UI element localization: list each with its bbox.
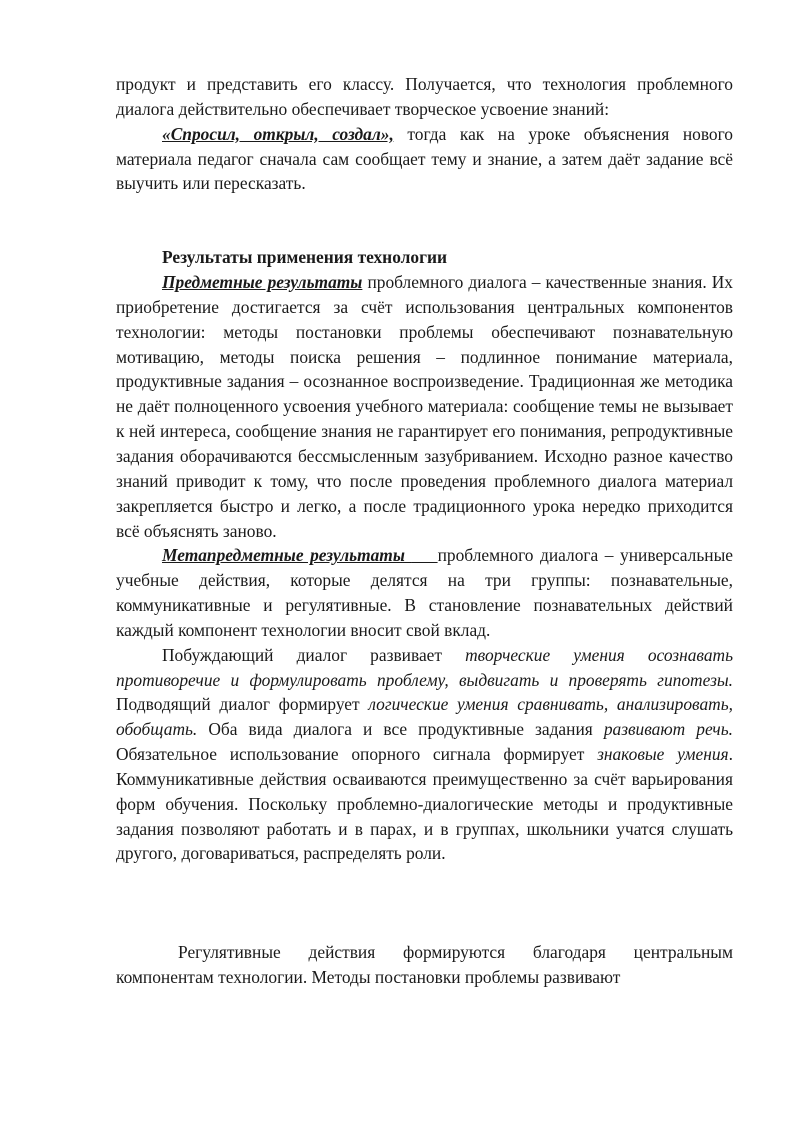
dialog-text-2: Подводящий диалог формирует [116,694,369,715]
paragraph-dialog-skills [116,643,733,867]
paragraph-metasubject-results [116,543,733,642]
subject-results-text: проблемного диалога – качественные знания. Их приобретение достигается за счёт использования центральных компонентов технологии: методы постановки проблемы обеспечивают познавательную мотивацию, методы поиска решения – подлинное понимание материала, продуктивные задания – осознанное воспроизведение. Традиционная же методика не даёт полноценного усвоения учебного материала: сообщение темы не вызывает к ней интереса, сообщение знания не гарантирует его понимания, репродуктивные задания оборачиваются бессмысленным зазубриванием. Исходно разное качество знаний приводит к тому, что после проведения проблемного диалога материал закрепляется быстро и легко, а после традиционного урока нередко приходится всё объяснять заново. [116,272,733,541]
dialog-italic-3: развивают речь. [603,719,733,740]
dialog-text-3: Оба вида диалога и все продуктивные задания [197,719,604,740]
metasubject-underline-gap [411,545,437,565]
quote-phrase: «Спросил, открыл, создал», [162,123,394,144]
paragraph-quote [116,122,733,197]
metasubject-results-text: проблемного диалога – универсальные учебные действия, которые делятся на три группы: познавательные, коммуникативные и регулятивные. В становление познавательных действий каждый компонент технологии вносит свой вклад. [116,545,733,640]
metasubject-results-term: Метапредметные результаты [162,545,412,566]
dialog-text-4: Обязательное использование опорного сигнала формирует [116,744,598,765]
paragraph-intro-end: продукт и представить его классу. Получается, что технология проблемного диалога действительно обеспечивает творческое усвоение знаний: [116,74,733,119]
dialog-italic-4: знаковые умения [597,744,729,765]
quote-paragraph-text: тогда как на уроке объяснения нового материала педагог сначала сам сообщает тему и знание, а затем даёт задание всё выучить или пересказать. [116,123,734,194]
section-heading: Результаты применения технологии [162,247,448,268]
dialog-italic-1: творческие умения осознавать противоречие и формулировать проблему, выдвигать и проверять гипотезы. [116,644,733,690]
dialog-text-1: Побуждающий диалог развивает [162,644,466,665]
dialog-text-5: . Коммуникативные действия осваиваются преимущественно за счёт варьирования форм обучения. Поскольку проблемно-диалогические методы и продуктивные задания позволяют работать и в парах, и в группах, школьники учатся слушать другого, договариваться, распределять роли. [116,744,733,864]
paragraph-regulatory-actions: Регулятивные действия формируются благодаря центральным компонентам технологии. Методы постановки проблемы развивают [116,942,733,988]
blank-space [116,866,733,940]
document-page [116,72,733,990]
subject-results-term: Предметные результаты [162,272,363,293]
paragraph-subject-results [116,270,733,543]
dialog-italic-2: логические умения сравнивать, анализировать, обобщать. [116,694,733,740]
